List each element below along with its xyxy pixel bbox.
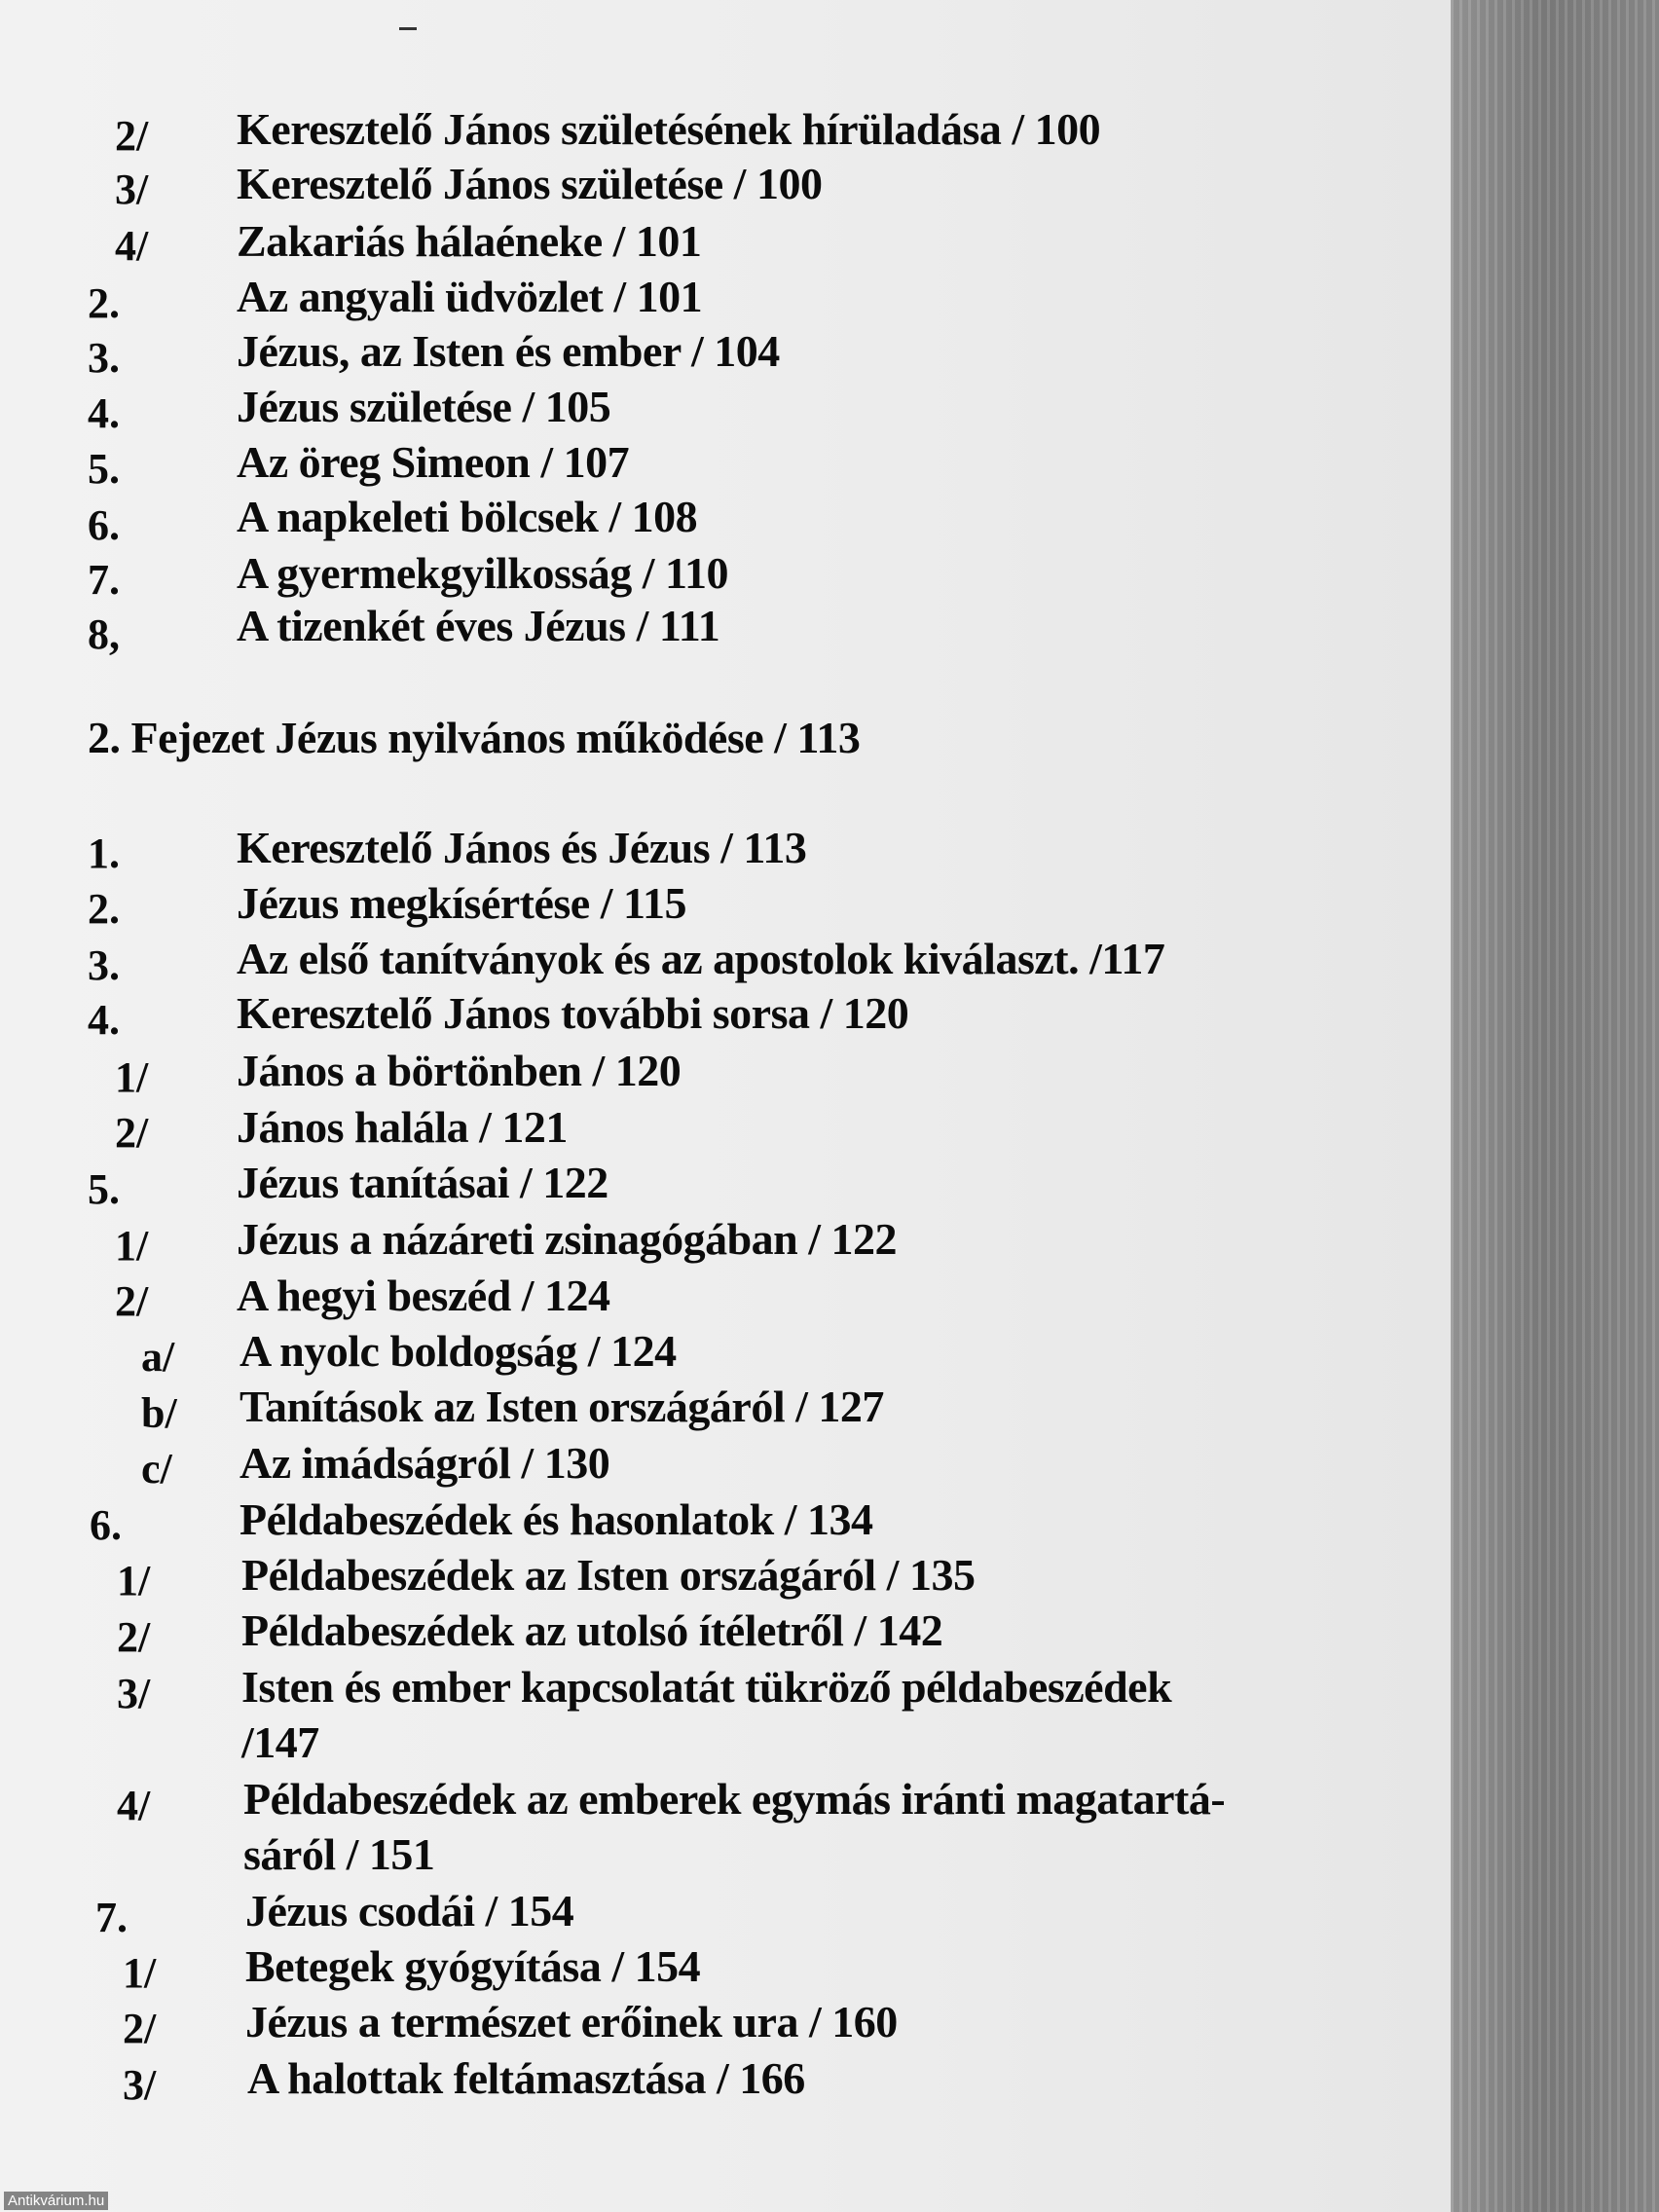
toc-entry: Zakariás hálaéneke / 101 [237,216,702,266]
toc-num: 4. [88,996,120,1044]
toc-num: 3/ [115,166,149,213]
toc-entry: János halála / 121 [237,1102,568,1152]
toc-entry: A hegyi beszéd / 124 [237,1271,610,1320]
toc-entry: Jézus születése / 105 [237,382,611,431]
toc-entry: Jézus, az Isten és ember / 104 [237,326,780,376]
toc-num: 1/ [115,1053,149,1101]
toc-entry: János a börtönben / 120 [237,1046,682,1095]
page-edge-shadow [1451,0,1659,2212]
toc-num: 2/ [115,1277,149,1325]
toc-num: 2. [88,885,120,933]
toc-num: 1/ [115,1222,149,1270]
toc-entry: Keresztelő János további sorsa / 120 [237,988,909,1038]
toc-entry-continuation: /147 [241,1717,319,1767]
toc-entry: Az imádságról / 130 [240,1438,610,1488]
toc-num: 1/ [123,1949,157,1997]
toc-num: 1/ [117,1557,151,1604]
toc-num: 4/ [115,222,149,270]
toc-entry: Keresztelő János születése / 100 [237,159,823,208]
toc-entry: Keresztelő János és Jézus / 113 [237,823,807,872]
toc-entry-continuation: sáról / 151 [243,1829,435,1879]
toc-num: 2/ [115,1109,149,1157]
toc-num: 7. [95,1894,128,1941]
toc-num: 1. [88,830,120,877]
toc-num: 3/ [123,2061,157,2109]
toc-num: b/ [141,1389,177,1437]
toc-entry: Isten és ember kapcsolatát tükröző példabeszédek [241,1662,1172,1712]
chapter-heading: 2. Fejezet Jézus nyilvános működése / 113 [88,713,861,762]
toc-num: 6. [90,1501,122,1549]
toc-entry: Jézus megkísértése / 115 [237,878,686,928]
toc-entry: A halottak feltámasztása / 166 [247,2053,805,2103]
toc-entry: Keresztelő János születésének hírüladása / 100 [237,104,1101,154]
toc-num: 2/ [115,112,149,160]
toc-num: a/ [141,1333,175,1381]
toc-num: 7. [88,556,120,604]
toc-entry: Példabeszédek az emberek egymás iránti magatartá- [243,1774,1226,1824]
toc-entry: Az első tanítványok és az apostolok kiválaszt. /117 [237,934,1165,983]
toc-entry: Jézus csodái / 154 [245,1886,574,1936]
toc-num: 2/ [123,2005,157,2052]
toc-num: 6. [88,501,120,549]
toc-num: 3. [88,941,120,989]
toc-num: 5. [88,1165,120,1213]
toc-num: 3. [88,334,120,382]
toc-entry: Példabeszédek az Isten országáról / 135 [241,1550,976,1600]
toc-num: 2/ [117,1613,151,1661]
watermark: Antikvárium.hu [4,2192,108,2210]
toc-num: 8, [88,610,120,658]
toc-entry: Az angyali üdvözlet / 101 [237,272,703,321]
toc-entry: Jézus a természet erőinek ura / 160 [245,1997,898,2046]
toc-num: c/ [141,1445,172,1493]
toc-entry: Betegek gyógyítása / 154 [245,1941,701,1991]
toc-entry: Tanítások az Isten országáról / 127 [240,1382,884,1431]
toc-num: 2. [88,279,120,327]
toc-entry: A tizenkét éves Jézus / 111 [237,601,720,650]
toc-entry: Példabeszédek és hasonlatok / 134 [240,1494,873,1544]
toc-entry: Példabeszédek az utolsó ítéletről / 142 [241,1605,943,1655]
toc-entry: A gyermekgyilkosság / 110 [237,548,729,598]
toc-entry: A napkeleti bölcsek / 108 [237,492,698,541]
toc-num: 5. [88,445,120,493]
toc-entry: Az öreg Simeon / 107 [237,437,630,487]
stray-mark [399,27,417,30]
toc-entry: Jézus a názáreti zsinagógában / 122 [237,1214,898,1264]
toc-num: 4. [88,389,120,437]
toc-num: 4/ [117,1782,151,1829]
toc-num: 3/ [117,1670,151,1717]
toc-entry: A nyolc boldogság / 124 [240,1326,677,1376]
toc-entry: Jézus tanításai / 122 [237,1158,608,1207]
